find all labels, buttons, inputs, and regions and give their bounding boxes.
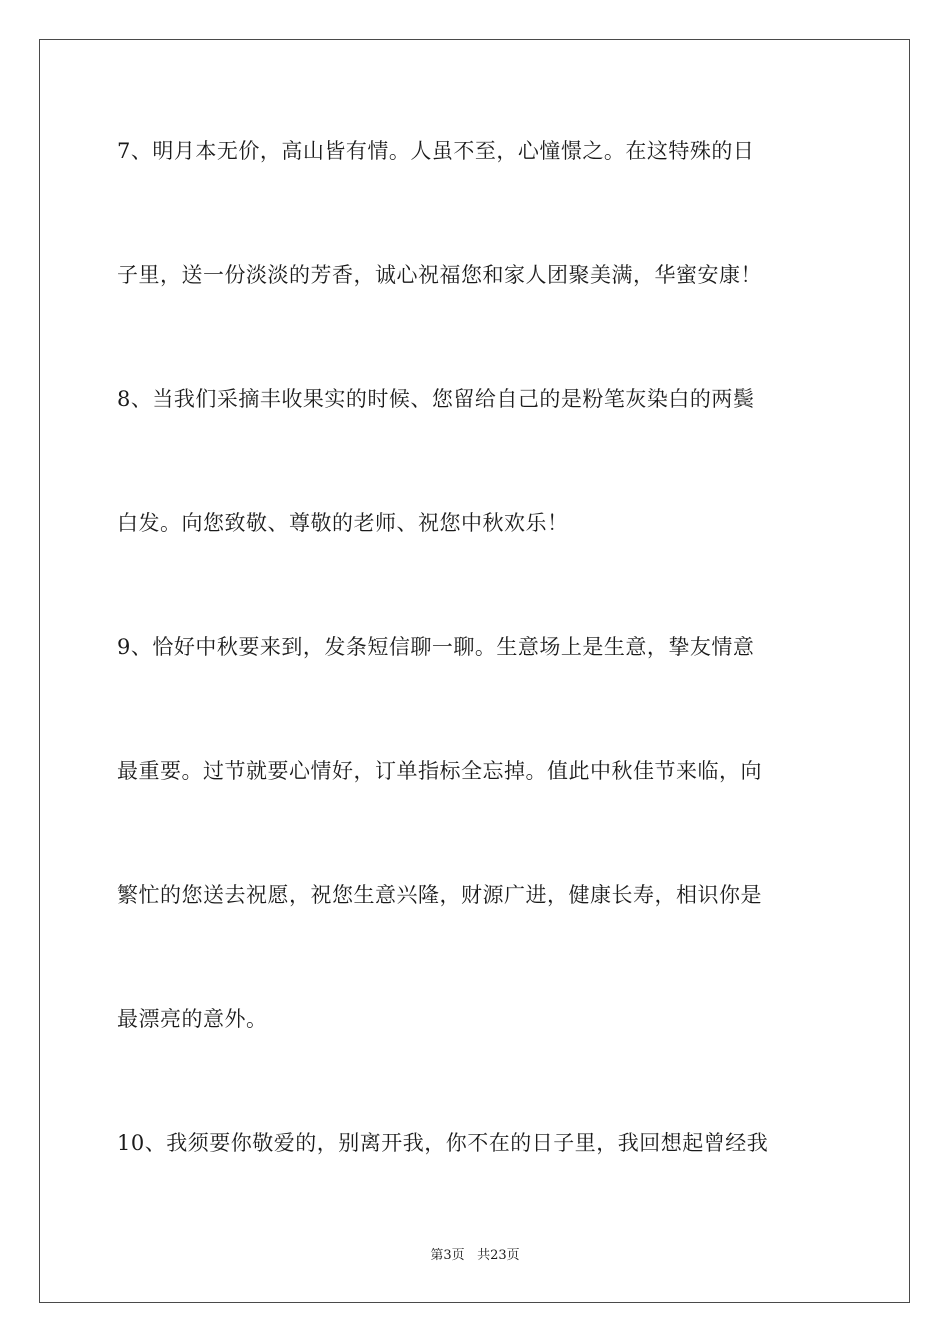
text-line-5: 9、恰好中秋要来到，发条短信聊一聊。生意场上是生意，挚友情意 bbox=[117, 635, 755, 659]
page-number: 第3页 bbox=[430, 1248, 465, 1263]
text-line-4: 白发。向您致敬、尊敬的老师、祝您中秋欢乐！ bbox=[117, 511, 569, 535]
text-line-6: 最重要。过节就要心情好，订单指标全忘掉。值此中秋佳节来临，向 bbox=[117, 759, 762, 783]
text-line-1: 7、明月本无价，高山皆有情。人虽不至，心憧憬之。在这特殊的日 bbox=[117, 139, 755, 163]
text-line-3: 8、当我们采摘丰收果实的时候、您留给自己的是粉笔灰染白的两鬓 bbox=[117, 387, 755, 411]
page-footer bbox=[0, 1247, 950, 1265]
text-line-9: 10、我须要你敬爱的，别离开我，你不在的日子里，我回想起曾经我 bbox=[117, 1131, 769, 1155]
text-line-7: 繁忙的您送去祝愿，祝您生意兴隆，财源广进，健康长寿，相识你是 bbox=[117, 883, 762, 907]
page-total: 共23页 bbox=[477, 1248, 520, 1263]
page-border bbox=[39, 39, 910, 1303]
text-line-8: 最漂亮的意外。 bbox=[117, 1007, 268, 1031]
text-line-2: 子里，送一份淡淡的芳香，诚心祝福您和家人团聚美满，华蜜安康！ bbox=[117, 263, 762, 287]
